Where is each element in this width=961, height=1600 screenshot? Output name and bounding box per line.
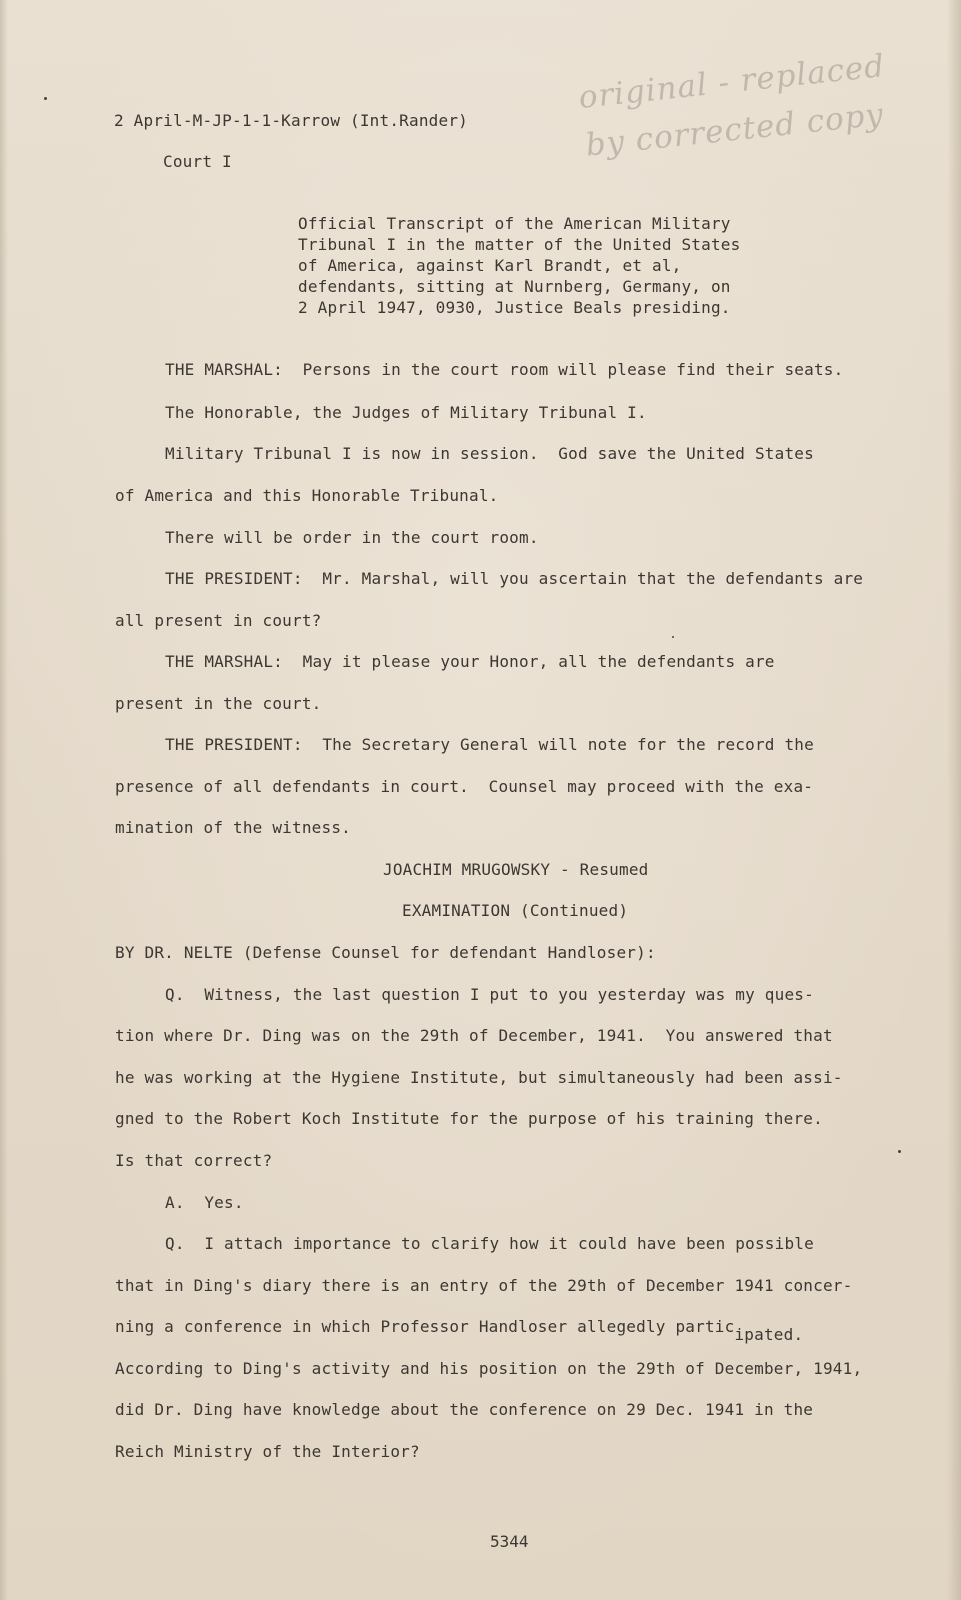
caption-line: Tribunal I in the matter of the United States [298,235,741,254]
court-label: Court I [163,152,232,171]
transcript-line: There will be order in the court room. [165,528,539,547]
caption-line: 2 April 1947, 0930, Justice Beals presiding. [298,298,731,317]
transcript-line: Q. Witness, the last question I put to you yesterday was my ques- [165,985,814,1004]
transcript-line: did Dr. Ding have knowledge about the conference on 29 Dec. 1941 in the [115,1400,814,1419]
paper-edge-shadow [947,0,961,1600]
transcript-line: The Honorable, the Judges of Military Tribunal I. [165,403,647,422]
transcript-line: all present in court? [115,611,322,630]
page-number: 5344 [490,1532,529,1551]
witness-heading: JOACHIM MRUGOWSKY - Resumed [383,860,649,879]
transcript-line: that in Ding's diary there is an entry of the 29th of December 1941 concer- [115,1276,853,1295]
transcript-line: Military Tribunal I is now in session. God save the United States [165,444,814,463]
paper-edge-shadow [0,0,8,1600]
transcript-line: THE MARSHAL: May it please your Honor, all the defendants are [165,652,775,671]
document-reference: 2 April-M-JP-1-1-Karrow (Int.Rander) [114,111,468,130]
caption-line: Official Transcript of the American Military [298,214,731,233]
transcript-line-main: ning a conference in which Professor Handloser allegedly partic [115,1317,735,1336]
paper-speck [898,1150,901,1153]
transcript-line: THE PRESIDENT: The Secretary General will note for the record the [165,735,814,754]
pencil-annotation-line1: original - replaced [576,48,887,116]
transcript-line: he was working at the Hygiene Institute, but simultaneously had been assi- [115,1068,843,1087]
caption-line: defendants, sitting at Nurnberg, Germany, on [298,277,731,296]
transcript-line-subscript: ipated. [734,1325,804,1344]
transcript-line: present in the court. [115,694,322,713]
transcript-line: THE MARSHAL: Persons in the court room will please find their seats. [165,360,844,379]
transcript-line: of America and this Honorable Tribunal. [115,486,499,505]
transcript-line: Q. I attach importance to clarify how it could have been possible [165,1234,814,1253]
transcript-line: gned to the Robert Koch Institute for the purpose of his training there. [115,1109,823,1128]
caption-line: of America, against Karl Brandt, et al, [298,256,682,275]
transcript-line: According to Ding's activity and his position on the 29th of December, 1941, [115,1359,863,1378]
transcript-line: THE PRESIDENT: Mr. Marshal, will you ascertain that the defendants are [165,569,864,588]
transcript-line: Is that correct? [115,1151,273,1170]
transcript-line [115,1317,804,1344]
examination-heading: EXAMINATION (Continued) [402,901,629,920]
transcript-line: presence of all defendants in court. Counsel may proceed with the exa- [115,777,814,796]
transcript-line: A. Yes. [165,1193,244,1212]
paper-speck [44,97,47,100]
transcript-line: mination of the witness. [115,818,351,837]
pencil-annotation-line2: by corrected copy [583,96,886,164]
examiner-line: BY DR. NELTE (Defense Counsel for defendant Handloser): [115,943,656,962]
transcript-line: Reich Ministry of the Interior? [115,1442,420,1461]
paper-speck [672,636,674,638]
transcript-line: tion where Dr. Ding was on the 29th of December, 1941. You answered that [115,1026,833,1045]
